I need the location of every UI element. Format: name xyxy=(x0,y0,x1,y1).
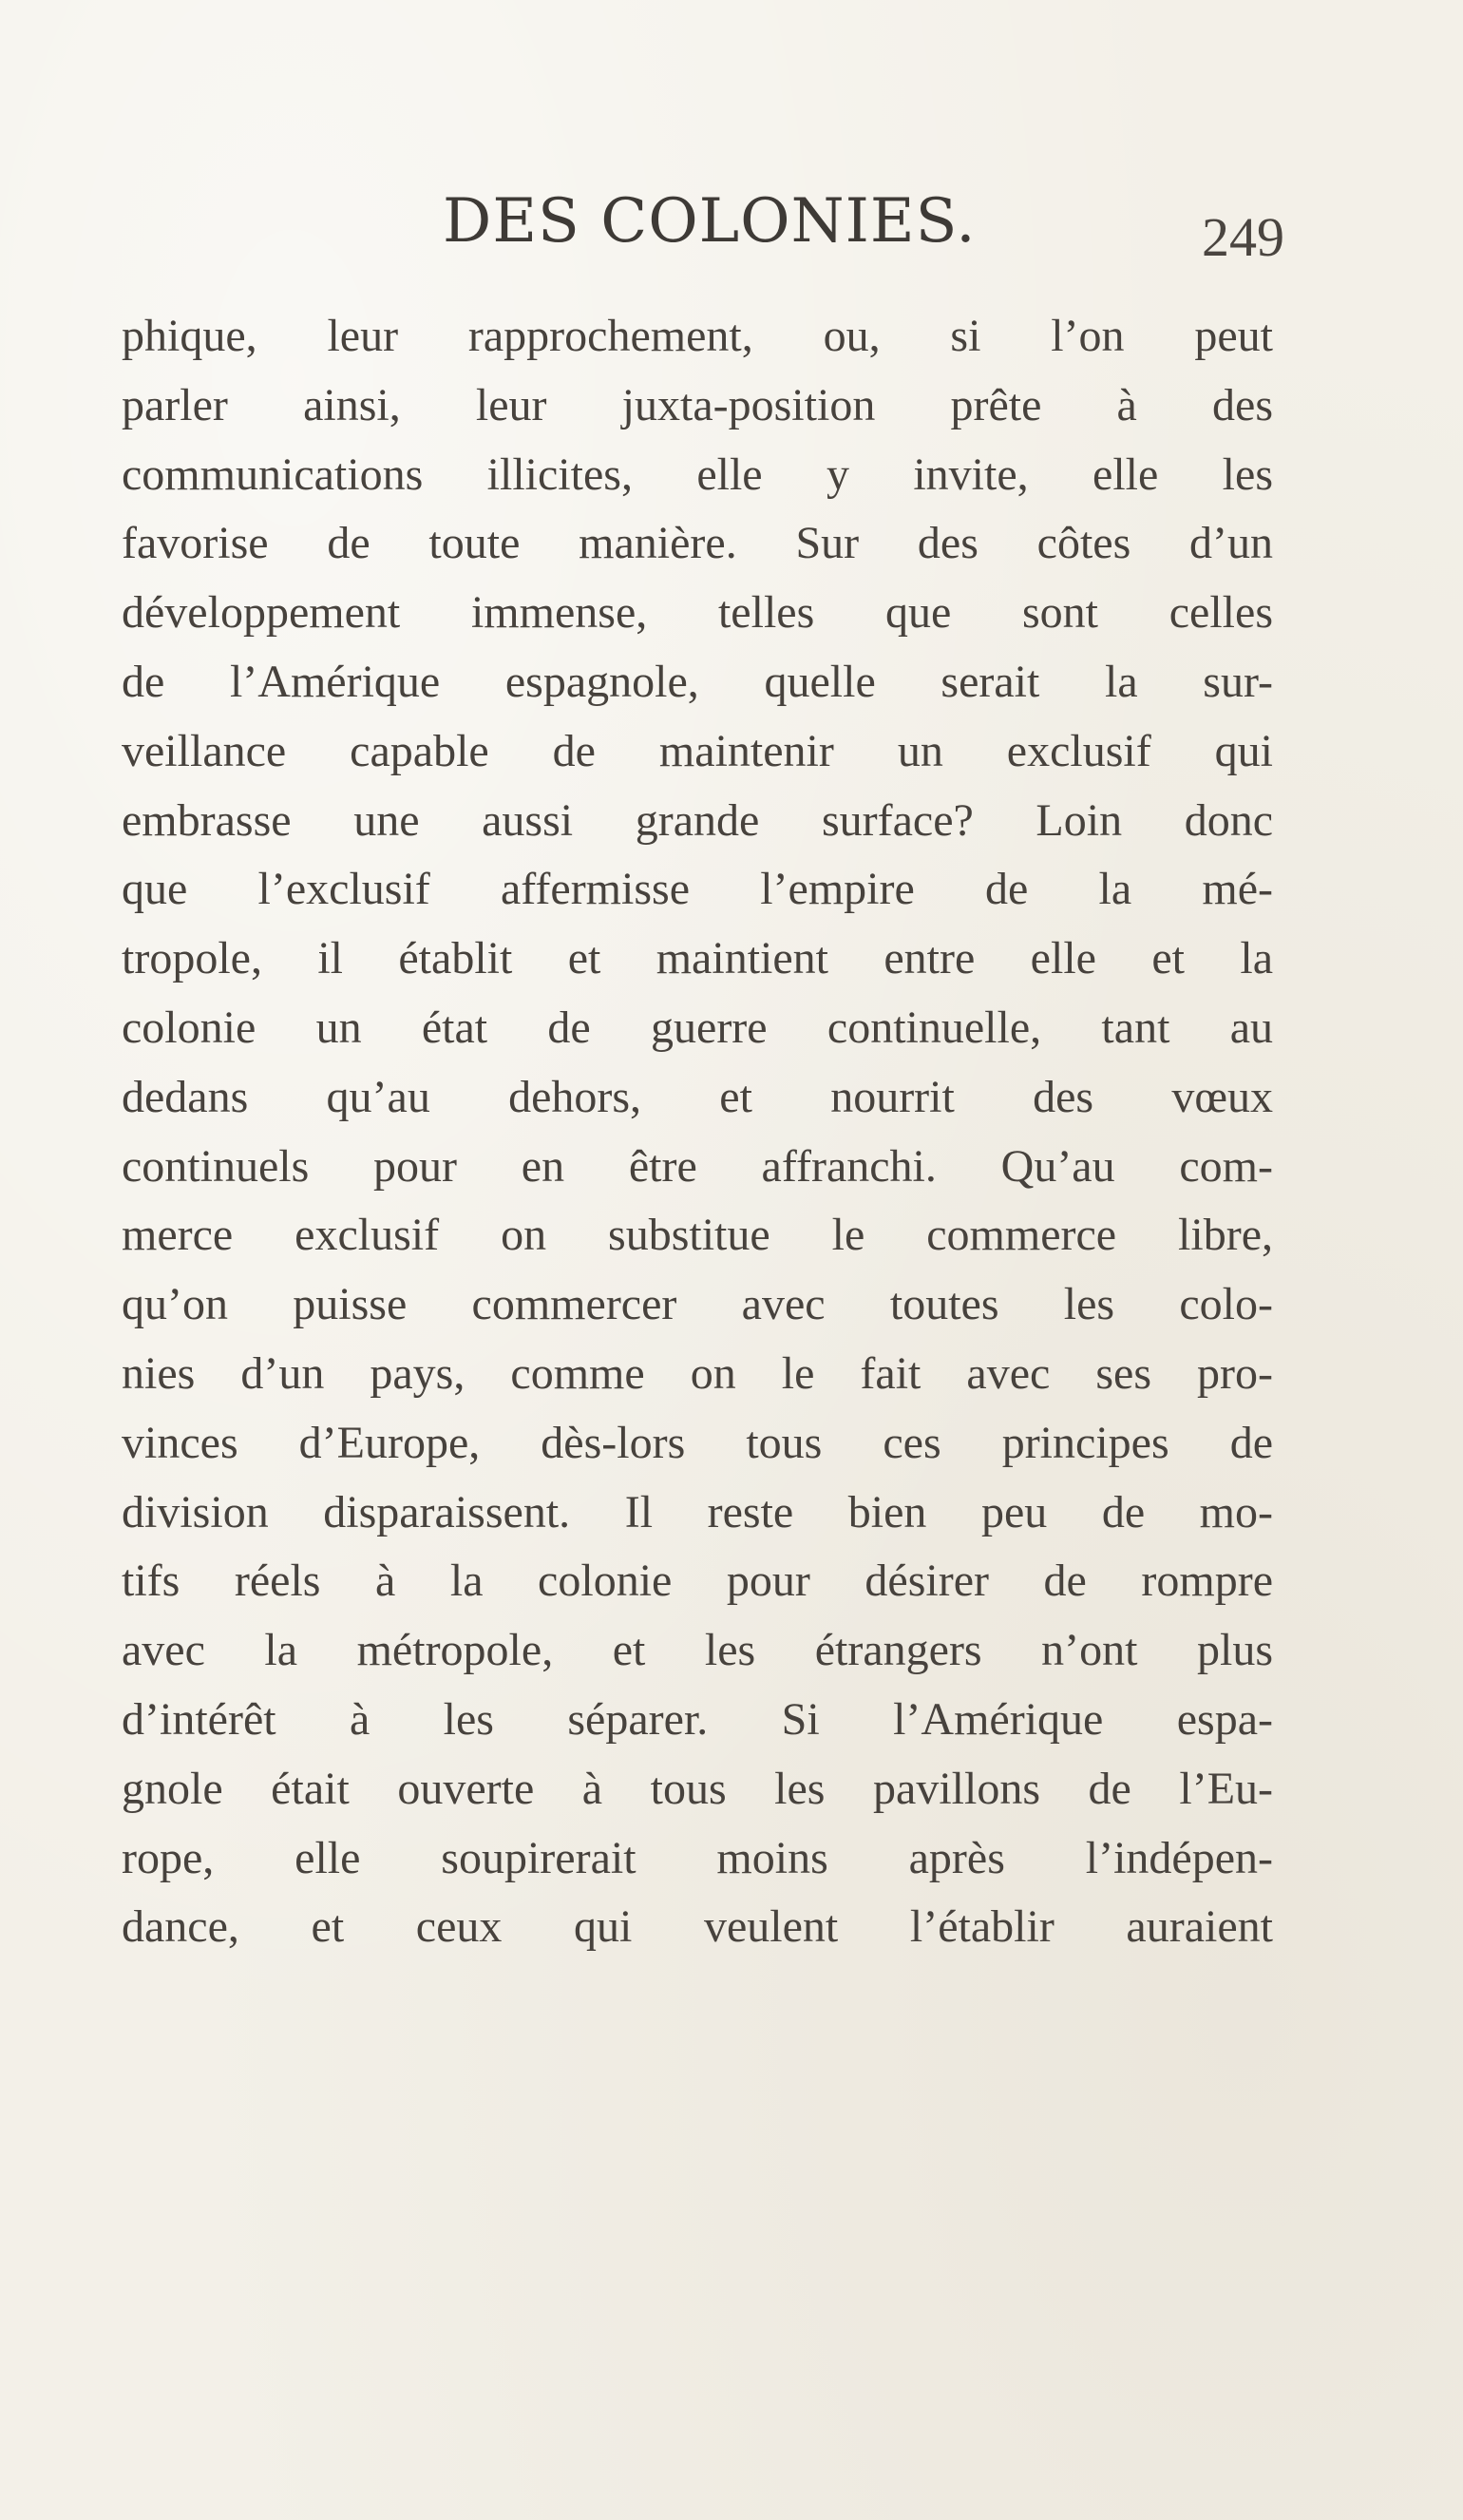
text-line: dance, et ceux qui veulent l’établir auraient xyxy=(122,1901,1273,1953)
text-line: développement immense, telles que sont celles xyxy=(122,587,1273,639)
text-line: communications illicites, elle y invite, elle les xyxy=(122,449,1273,500)
text-line: de l’Amérique espagnole, quelle serait la sur- xyxy=(122,656,1273,707)
text-line: favorise de toute manière. Sur des côtes d’un xyxy=(122,518,1273,569)
text-line: vinces d’Europe, dès-lors tous ces principes de xyxy=(122,1417,1273,1468)
text-line: qu’on puisse commercer avec toutes les colo- xyxy=(122,1279,1273,1330)
text-line: d’intérêt à les séparer. Si l’Amérique espa- xyxy=(122,1693,1273,1745)
text-line: continuels pour en être affranchi. Qu’au com- xyxy=(122,1140,1273,1192)
text-line: phique, leur rapprochement, ou, si l’on peut xyxy=(122,311,1273,361)
text-line: rope, elle soupirerait moins après l’indépen- xyxy=(122,1832,1273,1883)
text-line: merce exclusif on substitue le commerce libre, xyxy=(122,1210,1273,1261)
text-line: veillance capable de maintenir un exclusif qui xyxy=(122,725,1273,776)
page-header xyxy=(0,186,1463,272)
text-line: division disparaissent. Il reste bien peu de mo- xyxy=(122,1486,1273,1537)
text-line: nies d’un pays, comme on le fait avec ses pro- xyxy=(122,1347,1273,1399)
text-line: embrasse une aussi grande surface? Loin donc xyxy=(122,794,1273,846)
text-line: gnole était ouverte à tous les pavillons de l’Eu- xyxy=(122,1763,1273,1814)
page-number: 249 xyxy=(1202,206,1284,268)
text-line: dedans qu’au dehors, et nourrit des vœux xyxy=(122,1071,1273,1122)
text-line: que l’exclusif affermisse l’empire de la mé- xyxy=(122,864,1273,915)
text-line: tropole, il établit et maintient entre elle et la xyxy=(122,933,1273,984)
body-text xyxy=(122,302,1273,1962)
text-line: avec la métropole, et les étrangers n’ont plus xyxy=(122,1625,1273,1676)
running-title: DES COLONIES. xyxy=(443,186,977,257)
text-line: colonie un état de guerre continuelle, tant au xyxy=(122,1002,1273,1053)
text-line: tifs réels à la colonie pour désirer de rompre xyxy=(122,1556,1273,1607)
text-line: parler ainsi, leur juxta-position prête à des xyxy=(122,379,1273,430)
